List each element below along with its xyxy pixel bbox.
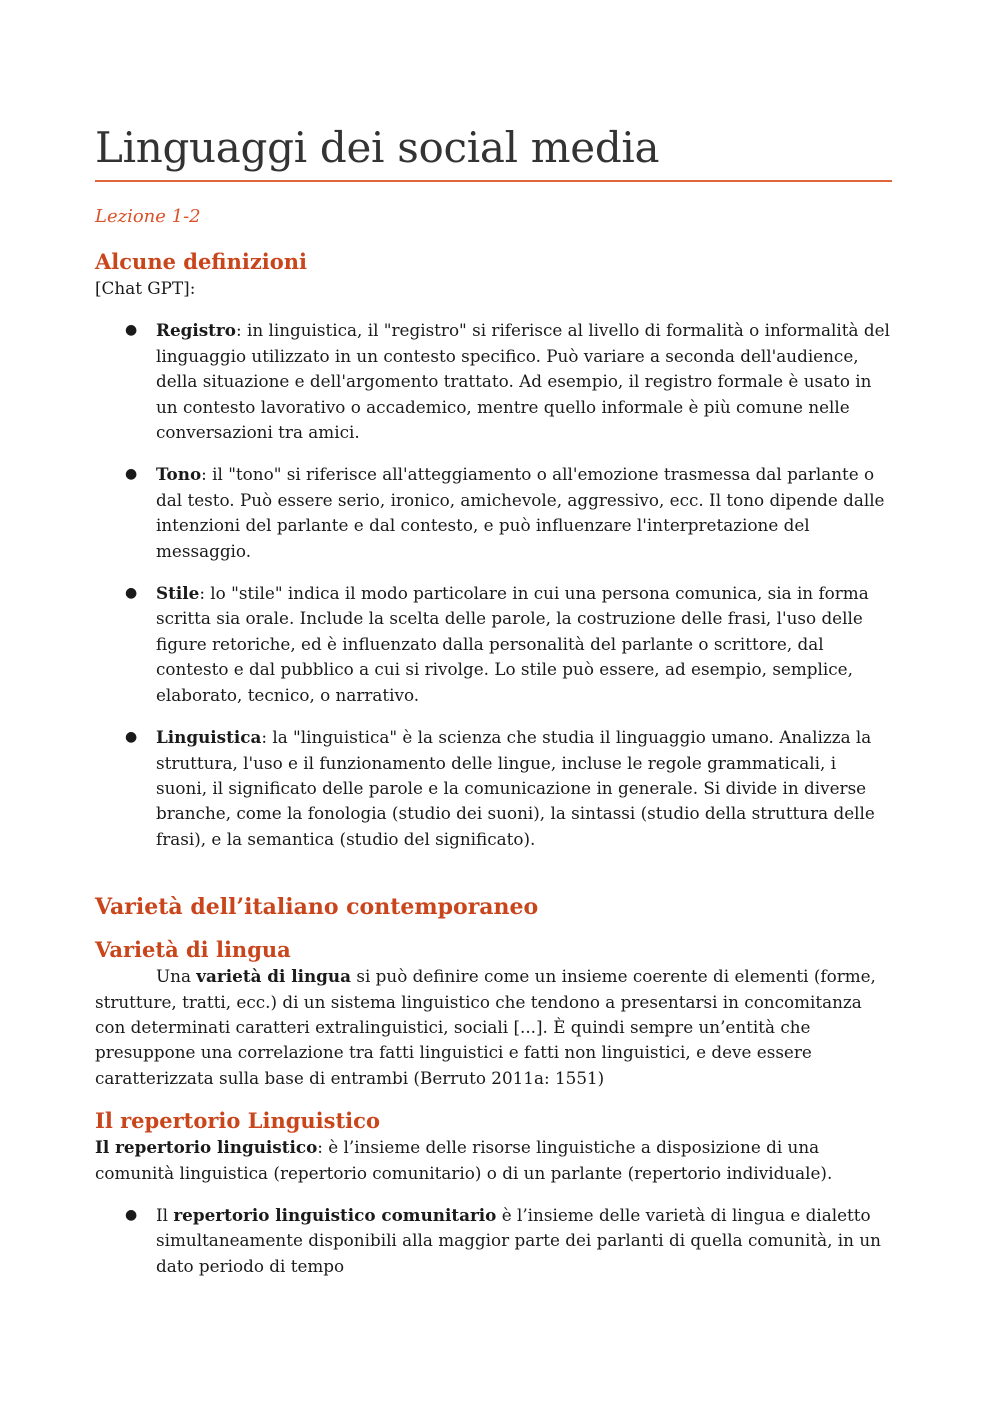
bullet-icon: ● xyxy=(125,1206,138,1223)
definition-registro: : in linguistica, il "registro" si riferisce al livello di formalità o informalità del linguaggio utilizzato in un contesto specifico. Può variare a seconda dell'audience, della situazione e dell'argomento trattato. Ad esempio, il registro formale è usato in un contesto lavorativo o accademico, mentre quello informale è più comune nelle conversazioni tra amici. xyxy=(156,320,890,443)
repertorio-heading: Il repertorio Linguistico xyxy=(95,1108,380,1134)
varieta-lingua-paragraph xyxy=(95,964,892,1091)
varieta-lingua-pre: Una xyxy=(156,966,197,987)
definition-tono: : il "tono" si riferisce all'atteggiamento o all'emozione trasmessa dal parlante o dal testo. Può essere serio, ironico, amichevole, aggressivo, ecc. Il tono dipende dalle intenzioni del parlante e dal contesto, e può influenzare l'interpretazione del messaggio. xyxy=(156,464,885,561)
repertorio-bullet-post: è l’insieme delle varietà di lingua e dialetto simultaneamente disponibili alla maggior parte dei parlanti di quella comunità, in un dato periodo di tempo xyxy=(156,1204,881,1276)
repertorio-term: Il repertorio linguistico xyxy=(95,1137,318,1158)
document-page xyxy=(95,118,892,1279)
definitions-heading: Alcune definizioni xyxy=(95,249,307,274)
repertorio-bullet-term: repertorio linguistico comunitario xyxy=(173,1204,497,1225)
list-item-stile xyxy=(95,581,892,708)
repertorio-paragraph xyxy=(95,1135,892,1186)
repertorio-bullet-pre: Il xyxy=(156,1204,174,1225)
list-item-repertorio-comunitario xyxy=(95,1203,892,1279)
bullet-icon: ● xyxy=(125,729,138,746)
definition-linguistica: : la "linguistica" è la scienza che studia il linguaggio umano. Analizza la struttura, l'uso e il funzionamento delle lingue, incluse le regole grammaticali, i suoni, il significato delle parole e la comunicazione in generale. Si divide in diverse branche, come la fonologia (studio dei suoni), la sintassi (studio della struttura delle frasi), e la semantica (studio del significato). xyxy=(156,727,875,849)
definitions-source: [Chat GPT]: xyxy=(95,278,196,298)
definition-stile: : lo "stile" indica il modo particolare in cui una persona comunica, sia in forma scritta sia orale. Include la scelta delle parole, la costruzione delle frasi, l'uso delle figure retoriche, ed è influenzato dalla personalità del parlante o scrittore, dal contesto e dal pubblico a cui si rivolge. Lo stile può essere, ad esempio, semplice, elaborato, tecnico, o narrativo. xyxy=(156,583,869,705)
varieta-heading: Varietà dell’italiano contemporaneo xyxy=(95,894,539,921)
definitions-list xyxy=(95,318,892,852)
bullet-icon: ● xyxy=(125,585,138,602)
term-stile: Stile xyxy=(156,583,200,604)
list-item-tono xyxy=(95,462,892,564)
varieta-lingua-term: varietà di lingua xyxy=(196,966,351,987)
term-registro: Registro xyxy=(156,320,236,341)
term-tono: Tono xyxy=(156,464,202,485)
document-title: Linguaggi dei social media xyxy=(95,118,892,182)
bullet-icon: ● xyxy=(125,322,138,339)
repertorio-definition: : è l’insieme delle risorse linguistiche a disposizione di una comunità linguistica (repertorio comunitario) o di un parlante (repertorio individuale). xyxy=(95,1137,833,1183)
lesson-subtitle: Lezione 1-2 xyxy=(95,206,201,227)
varieta-lingua-heading: Varietà di lingua xyxy=(95,937,291,963)
repertorio-list xyxy=(95,1203,892,1279)
bullet-icon: ● xyxy=(125,466,138,483)
list-item-linguistica xyxy=(95,725,892,852)
varieta-lingua-post: si può definire come un insieme coerente di elementi (forme, strutture, tratti, ecc.) di un sistema linguistico che tendono a presentarsi in concomitanza con determinati caratteri extralinguistici, sociali [...]. È quindi sempre un’entità che presuppone una correlazione tra fatti linguistici e fatti non linguistici, e deve essere caratterizzata sulla base di entrambi (Berruto 2011a: 1551) xyxy=(95,966,876,1088)
list-item-registro xyxy=(95,318,892,445)
term-linguistica: Linguistica xyxy=(156,727,262,748)
